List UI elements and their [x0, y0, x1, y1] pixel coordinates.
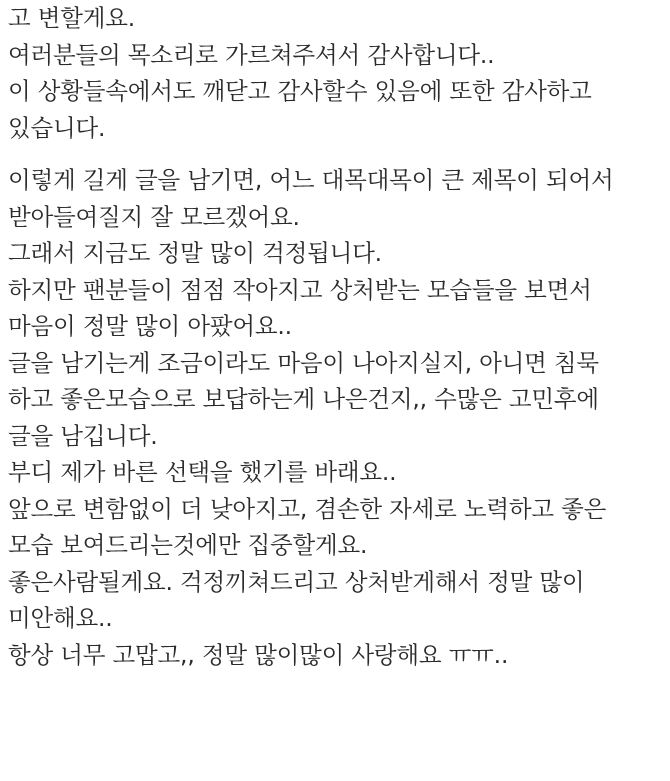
text-line: 그래서 지금도 정말 많이 걱정됩니다.: [8, 239, 382, 267]
text-line: 부디 제가 바른 선택을 했기를 바래요..: [8, 458, 397, 486]
text-line: 미안해요..: [8, 604, 113, 632]
letter-body: [8, 0, 664, 673]
text-line: 좋은사람될게요. 걱정끼쳐드리고 상처받게해서 정말 많이: [8, 567, 585, 596]
text-line: 글을 남기는게 조금이라도 마음이 나아지실지, 아니면 침묵: [8, 348, 599, 377]
text-line: 앞으로 변함없이 더 낮아지고, 겸손한 자세로 노력하고 좋은: [8, 494, 607, 523]
text-line: 고 변할게요.: [8, 4, 136, 32]
paragraph-2: [8, 162, 664, 673]
text-line: 모습 보여드리는것에만 집중할게요.: [8, 531, 368, 559]
text-line: 하고 좋은모습으로 보답하는게 나은건지,, 수많은 고민후에: [8, 385, 599, 413]
text-line: 이렇게 길게 글을 남기면, 어느 대목대목이 큰 제목이 되어서: [8, 166, 614, 194]
text-line: 하지만 팬분들이 점점 작아지고 상처받는 모습들을 보면서: [8, 275, 592, 304]
text-line: 받아들여질지 잘 모르겠어요.: [8, 202, 300, 231]
paragraph-1: [8, 0, 664, 146]
text-line: 이 상황들속에서도 깨닫고 감사할수 있음에 또한 감사하고: [8, 77, 592, 105]
text-line: 글을 남깁니다.: [8, 421, 158, 450]
text-line: 여러분들의 목소리로 가르쳐주셔서 감사합니다..: [8, 40, 495, 69]
text-line: 항상 너무 고맙고,, 정말 많이많이 사랑해요 ㅠㅠ..: [8, 640, 509, 669]
text-line: 마음이 정말 많이 아팠어요..: [8, 312, 292, 340]
text-line: 있습니다.: [8, 113, 106, 142]
paragraph-gap: [8, 146, 664, 162]
